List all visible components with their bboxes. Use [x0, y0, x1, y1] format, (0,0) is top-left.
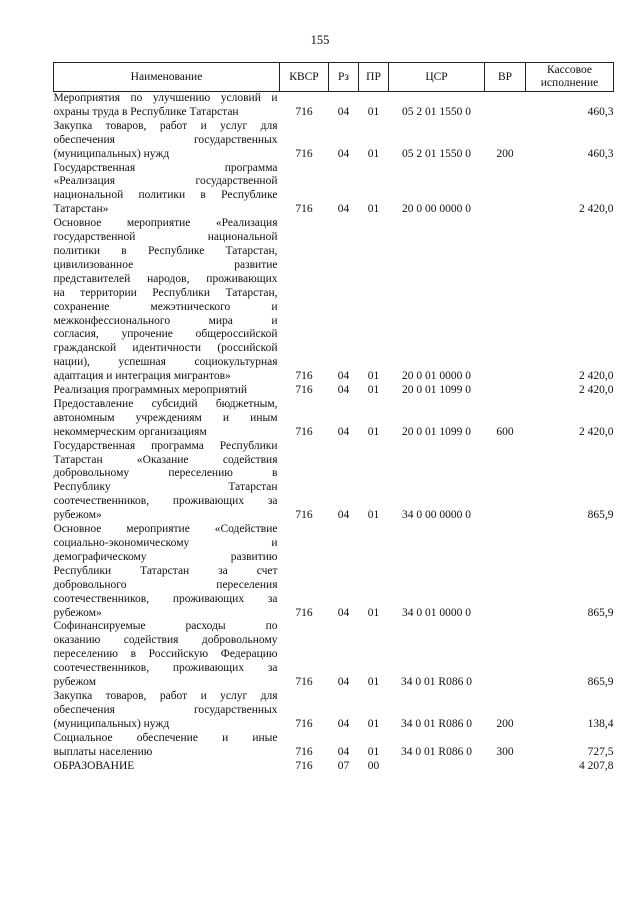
- row-name-line: «Реализация государственной: [53, 175, 278, 188]
- row-name: [54, 384, 280, 398]
- row-name-line: нации), успешная социокультурная: [53, 356, 278, 369]
- row-csr: 34 0 01 R086 0: [401, 717, 472, 730]
- row-kvsr: 716: [295, 384, 313, 397]
- header-vr: ВР: [485, 63, 526, 92]
- row-name-line: рубежом: [53, 676, 96, 689]
- row-kvsr: 716: [295, 370, 313, 383]
- row-csr: 34 0 01 0000 0: [402, 606, 471, 619]
- row-pr: 01: [367, 717, 380, 730]
- row-name-line: Основное мероприятие «Содействие: [53, 523, 278, 536]
- row-name-line: ОБРАЗОВАНИЕ: [53, 759, 135, 772]
- row-name-line: (муниципальных) нужд: [53, 717, 170, 730]
- row-name-line: государственной национальной: [53, 231, 278, 244]
- row-name-line: добровольному переселению в: [53, 467, 278, 480]
- row-vr: [485, 384, 526, 398]
- row-name-line: согласия, упрочение общероссийской: [53, 328, 278, 341]
- table-header: [54, 63, 614, 92]
- row-rz: 07: [337, 759, 350, 772]
- table-row: [54, 732, 614, 760]
- row-kvsr: 716: [295, 203, 313, 216]
- row-name-line: Мероприятия по улучшению условий и: [53, 92, 278, 104]
- row-name: [54, 620, 280, 690]
- row-sum: 4 207,8: [579, 759, 614, 772]
- row-pr: 01: [367, 509, 380, 522]
- row-kvsr: 716: [295, 717, 313, 730]
- row-sum: 2 420,0: [579, 370, 614, 383]
- table-row: [54, 162, 614, 218]
- row-name-line: Софинансируемые расходы по: [53, 620, 278, 633]
- row-pr: 01: [367, 370, 380, 383]
- row-sum: 2 420,0: [579, 203, 614, 216]
- row-rz: 04: [337, 425, 350, 438]
- row-name-line: соотечественников, проживающих за: [53, 662, 278, 675]
- row-vr: [485, 760, 526, 774]
- row-name: [54, 217, 280, 384]
- row-sum: 865,9: [587, 606, 614, 619]
- header-sum: Кассовое исполнение: [526, 63, 614, 92]
- row-name: [54, 440, 280, 523]
- row-kvsr: 716: [295, 147, 313, 160]
- row-name-line: Государственная программа Республики: [53, 439, 278, 452]
- row-kvsr: 716: [295, 425, 313, 438]
- row-kvsr: 716: [295, 676, 313, 689]
- row-vr: [485, 162, 526, 218]
- header-name: Наименование: [54, 63, 280, 92]
- row-sum: 865,9: [587, 676, 614, 689]
- row-name-line: автономным учреждениям и иным: [53, 411, 278, 424]
- row-name-line: адаптация и интеграция мигрантов»: [53, 370, 231, 383]
- row-name-line: охраны труда в Республике Татарстан: [53, 105, 239, 118]
- row-name-line: (муниципальных) нужд: [53, 147, 170, 160]
- row-name-line: межконфессионального мира и: [53, 314, 278, 327]
- row-name-line: обеспечения государственных: [53, 703, 278, 716]
- row-name: [54, 732, 280, 760]
- table-row: [54, 690, 614, 732]
- row-csr: 20 0 01 0000 0: [402, 370, 471, 383]
- table-row: [54, 760, 614, 774]
- row-rz: 04: [337, 105, 350, 118]
- table-row: [54, 120, 614, 162]
- row-name: [54, 523, 280, 620]
- row-sum: 2 420,0: [579, 384, 614, 397]
- row-name-line: оказанию содействия добровольному: [53, 634, 278, 647]
- row-name-line: цивилизованное развитие: [53, 258, 278, 271]
- row-pr: 01: [367, 745, 380, 758]
- row-csr: 34 0 01 R086 0: [401, 745, 472, 758]
- row-vr: 200: [496, 147, 514, 160]
- row-pr: 01: [367, 606, 380, 619]
- row-name-line: Татарстан «Оказание содействия: [53, 453, 278, 466]
- row-name-line: Предоставление субсидий бюджетным,: [53, 397, 278, 410]
- row-rz: 04: [337, 606, 350, 619]
- row-name-line: добровольного переселения: [53, 578, 278, 591]
- row-name-line: Государственная программа: [53, 161, 278, 174]
- row-name-line: демографическому развитию: [53, 550, 278, 563]
- header-csr: ЦСР: [389, 63, 485, 92]
- row-csr: [389, 760, 485, 774]
- row-kvsr: 716: [295, 509, 313, 522]
- row-sum: 727,5: [587, 745, 614, 758]
- header-kvsr: КВСР: [280, 63, 329, 92]
- row-name-line: соотечественников, проживающих за: [53, 495, 278, 508]
- row-name-line: Закупка товаров, работ и услуг для: [53, 119, 278, 132]
- row-pr: 00: [367, 759, 380, 772]
- row-name-line: выплаты населению: [53, 745, 153, 758]
- row-pr: 01: [367, 147, 380, 160]
- table-row: [54, 384, 614, 398]
- row-name-line: представителей народов, проживающих: [53, 272, 278, 285]
- row-name-line: гражданской идентичности (российской: [53, 342, 278, 355]
- row-pr: 01: [367, 203, 380, 216]
- row-name: [54, 760, 280, 774]
- row-pr: 01: [367, 425, 380, 438]
- row-name-line: сохранение межэтнического и: [53, 300, 278, 313]
- row-kvsr: 716: [295, 759, 313, 772]
- row-name-line: Реализация программных мероприятий: [53, 384, 248, 397]
- row-name-line: Социальное обеспечение и иные: [53, 731, 278, 744]
- row-name: [54, 690, 280, 732]
- row-name-line: Основное мероприятие «Реализация: [53, 217, 278, 230]
- table-row: [54, 217, 614, 384]
- row-csr: 20 0 00 0000 0: [402, 203, 471, 216]
- row-name-line: Татарстан»: [53, 203, 109, 216]
- row-pr: 01: [367, 105, 380, 118]
- row-vr: 300: [496, 745, 514, 758]
- table-row: [54, 620, 614, 690]
- row-pr: 01: [367, 676, 380, 689]
- row-name-line: национальной политики в Республике: [53, 189, 278, 202]
- row-kvsr: 716: [295, 105, 313, 118]
- row-rz: 04: [337, 147, 350, 160]
- page-number: 155: [310, 33, 330, 47]
- row-vr: [485, 620, 526, 690]
- row-rz: 04: [337, 384, 350, 397]
- row-name-line: Республику Татарстан: [53, 481, 278, 494]
- row-name-line: некоммерческим организациям: [53, 425, 207, 438]
- row-csr: 05 2 01 1550 0: [402, 147, 471, 160]
- row-csr: 34 0 01 R086 0: [401, 676, 472, 689]
- row-sum: 2 420,0: [579, 425, 614, 438]
- table-body: [54, 92, 614, 774]
- row-sum: 138,4: [587, 717, 614, 730]
- row-sum: 460,3: [587, 147, 614, 160]
- row-rz: 04: [337, 717, 350, 730]
- row-csr: 20 0 01 1099 0: [402, 425, 471, 438]
- row-kvsr: 716: [295, 606, 313, 619]
- row-name-line: соотечественников, проживающих за: [53, 592, 278, 605]
- row-name-line: на территории Республики Татарстан,: [53, 286, 278, 299]
- row-rz: 04: [337, 509, 350, 522]
- row-kvsr: 716: [295, 745, 313, 758]
- row-vr: 200: [496, 717, 514, 730]
- row-name-line: рубежом»: [53, 509, 102, 522]
- row-vr: [485, 523, 526, 620]
- table-row: [54, 92, 614, 120]
- row-rz: 04: [337, 676, 350, 689]
- row-sum: 460,3: [587, 105, 614, 118]
- header-pr: ПР: [359, 63, 389, 92]
- row-rz: 04: [337, 203, 350, 216]
- row-name-line: политики в Республике Татарстан,: [53, 244, 278, 257]
- header-rz: Рз: [329, 63, 359, 92]
- row-name: [54, 92, 280, 120]
- row-csr: 20 0 01 1099 0: [402, 384, 471, 397]
- table-row: [54, 398, 614, 440]
- row-vr: [485, 92, 526, 120]
- row-name: [54, 398, 280, 440]
- row-sum: 865,9: [587, 509, 614, 522]
- row-name-line: рубежом»: [53, 606, 102, 619]
- table-row: [54, 440, 614, 523]
- row-rz: 04: [337, 370, 350, 383]
- row-name-line: социально-экономическому и: [53, 537, 278, 549]
- row-name-line: обеспечения государственных: [53, 133, 278, 146]
- row-rz: 04: [337, 745, 350, 758]
- budget-table: [53, 62, 614, 773]
- row-csr: 34 0 00 0000 0: [402, 509, 471, 522]
- row-name: [54, 162, 280, 218]
- row-vr: 600: [496, 425, 514, 438]
- row-vr: [485, 440, 526, 523]
- row-name-line: Закупка товаров, работ и услуг для: [53, 689, 278, 702]
- row-name-line: Республики Татарстан за счет: [53, 564, 278, 577]
- table-row: [54, 523, 614, 620]
- row-csr: 05 2 01 1550 0: [402, 105, 471, 118]
- row-pr: 01: [367, 384, 380, 397]
- row-name: [54, 120, 280, 162]
- row-vr: [485, 217, 526, 384]
- row-name-line: переселению в Российскую Федерацию: [53, 648, 278, 661]
